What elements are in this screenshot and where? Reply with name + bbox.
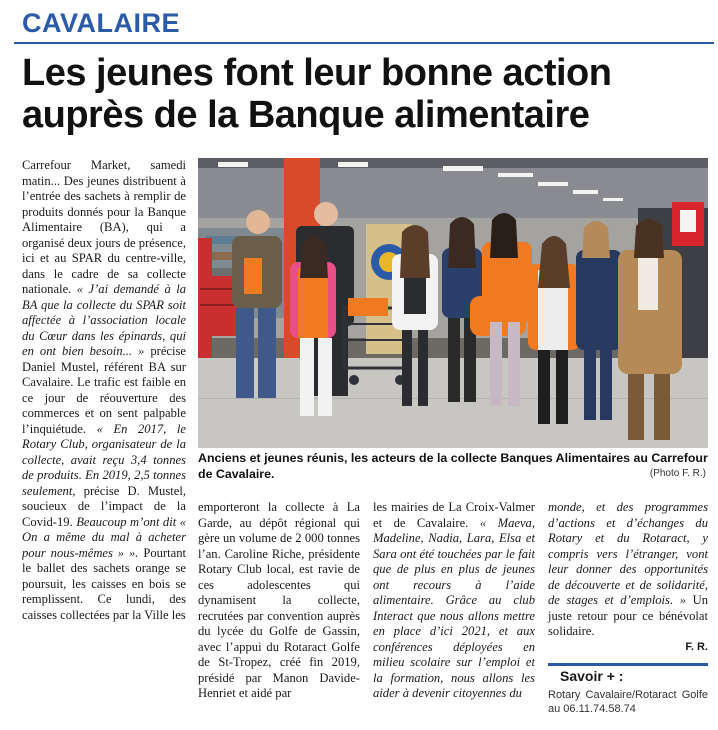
info-box-text: Rotary Cavalaire/Rotaract Golfe au 06.11.74.58.74 (548, 689, 708, 715)
col1-run-3: « En 2017, le Rotary Club, organisateur de la collecte, avait reçu 3,4 tonnes de produits. En 2019, 2,5 tonnes seulement, (22, 421, 186, 498)
photo-caption: Anciens et jeunes réunis, les acteurs de la collecte Banques Alimentaires au Carrefour de Cavalaire. (198, 451, 708, 481)
col3-run-0: les mairies de La Croix-Valmer et de Cavalaire. (373, 500, 535, 530)
article-column-3 (373, 500, 535, 726)
article-column-4 (548, 500, 708, 655)
col1-run-1: « J’ai demandé à la BA que la collecte du SPAR soit affectée à l’association locale du Cœur dans les épinards, qui en ont bien besoin... » (22, 282, 186, 358)
section-rule (14, 42, 714, 44)
article-column-2: emporteront la collecte à La Garde, au dépôt régional qui gère un volume de 2 000 tonnes l’an. Caroline Riche, présidente Rotary Club local, est ravie de ces adolescentes qui dynamisent la collecte, recrutées par convention auprès du lycée du Golfe de Gassin, avec l’appui du Rotaract Golfe de St-Tropez, créé fin 2019, présidé par Manon Davide-Henriet et aidé par (198, 500, 360, 700)
info-box-title: Savoir + : (560, 668, 624, 684)
col4-run-0: monde, et des programmes d’actions et d’échanges du Rotary et du Rotaract, y compris vers l’étranger, vont leur donner des opportunités de découverte et de solidarité, de stages et d’emplois. » (548, 500, 708, 607)
article-photo (198, 158, 708, 448)
col1-run-4: précise D. Mustel, soucieux de l’impact de la Covid-19. (22, 483, 186, 529)
headline: Les jeunes font leur bonne action auprès de la Banque alimentaire (22, 52, 612, 136)
col1-run-2: précise Daniel Mustel, référent BA sur Cavalaire. Le trafic est faible en ce jour de réouverture des commerces et on sent palpable l’inquiétude. (22, 344, 186, 436)
col1-run-6: Pourtant le ballet des sachets orange se poursuit, les caisses en bois se remplissent. Ce lundi, des caisses collectées par la Ville les (22, 545, 186, 622)
photo-credit: (Photo F. R.) (649, 468, 706, 479)
info-box-rule (548, 663, 708, 666)
photo-illustration (198, 158, 708, 448)
section-rubric: CAVALAIRE (22, 8, 180, 38)
article-column-1 (22, 158, 186, 726)
col3-run-1: « Maeva, Madeline, Nadia, Lara, Elsa et Sara ont été touchées par le fait que de plus en plus de jeunes ont recours à l’aide alimentaire. Grâce au club Interact que nous allons mettre en place d’ici 2021, et aux conférences déployées en milieu scolaire sur l’emploi et la formation, nous allons les aider à devenir citoyennes du (373, 515, 535, 700)
col1-run-5: Beaucoup m’ont dit « On a même du mal à acheter pour nous-mêmes » ». (22, 514, 186, 560)
col4-run-1: Un juste retour pour ce bénévolat solidaire. (548, 593, 708, 638)
author-signature: F. R. (685, 640, 708, 653)
col1-run-0: Carrefour Market, samedi matin... Des jeunes distribuent à l’entrée des sachets à remplir de produits donnés pour la Banque Alimentaire (BA), qui a organisé deux jours de présence, ici et au SPAR du centre-ville, dans le cadre de sa collecte nationale. (22, 158, 186, 296)
